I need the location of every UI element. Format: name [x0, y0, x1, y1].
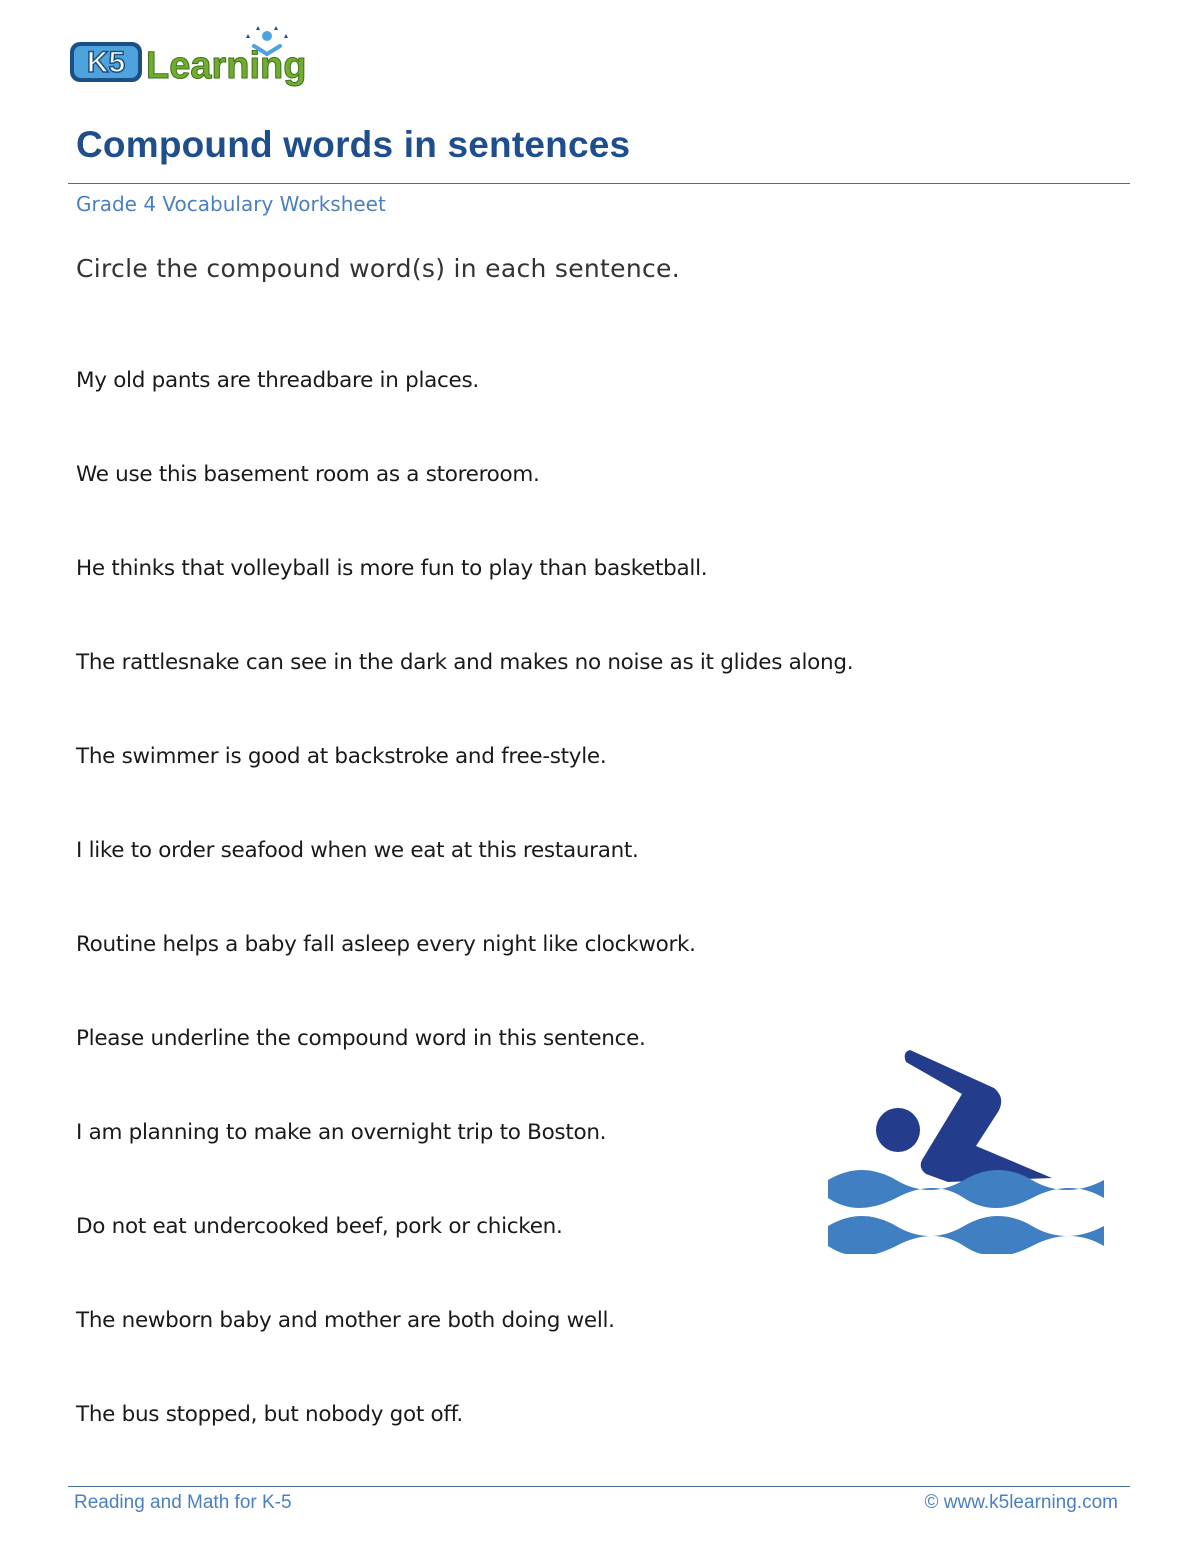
header-divider	[68, 183, 1130, 184]
sentence-12: The bus stopped, but nobody got off.	[76, 1402, 463, 1427]
sentence-8: Please underline the compound word in this sentence.	[76, 1026, 646, 1051]
sentence-4: The rattlesnake can see in the dark and makes no noise as it glides along.	[76, 650, 854, 675]
footer-divider	[68, 1486, 1130, 1487]
worksheet-subtitle: Grade 4 Vocabulary Worksheet	[76, 192, 386, 216]
swimmer-icon	[826, 1042, 1106, 1254]
footer-tagline: Reading and Math for K-5	[74, 1492, 292, 1513]
k5-badge	[70, 42, 142, 82]
wave-bottom	[828, 1216, 1104, 1254]
sentence-6: I like to order seafood when we eat at this restaurant.	[76, 838, 639, 863]
sentence-11: The newborn baby and mother are both doing well.	[76, 1308, 615, 1333]
sentence-7: Routine helps a baby fall asleep every night like clockwork.	[76, 932, 696, 957]
sentence-3: He thinks that volleyball is more fun to play than basketball.	[76, 556, 708, 581]
sentence-9: I am planning to make an overnight trip to Boston.	[76, 1120, 607, 1145]
sentence-2: We use this basement room as a storeroom.	[76, 462, 540, 487]
svg-text:K5: K5	[86, 46, 126, 79]
instructions: Circle the compound word(s) in each sentence.	[76, 254, 680, 283]
sentence-1: My old pants are threadbare in places.	[76, 368, 479, 393]
sentence-10: Do not eat undercooked beef, pork or chicken.	[76, 1214, 563, 1239]
page-title: Compound words in sentences	[76, 124, 631, 165]
sentence-5: The swimmer is good at backstroke and free-style.	[76, 744, 607, 769]
svg-text:Learning: Learning	[146, 45, 307, 87]
footer-website[interactable]: © www.k5learning.com	[924, 1492, 1118, 1513]
k5-learning-logo	[68, 24, 320, 90]
